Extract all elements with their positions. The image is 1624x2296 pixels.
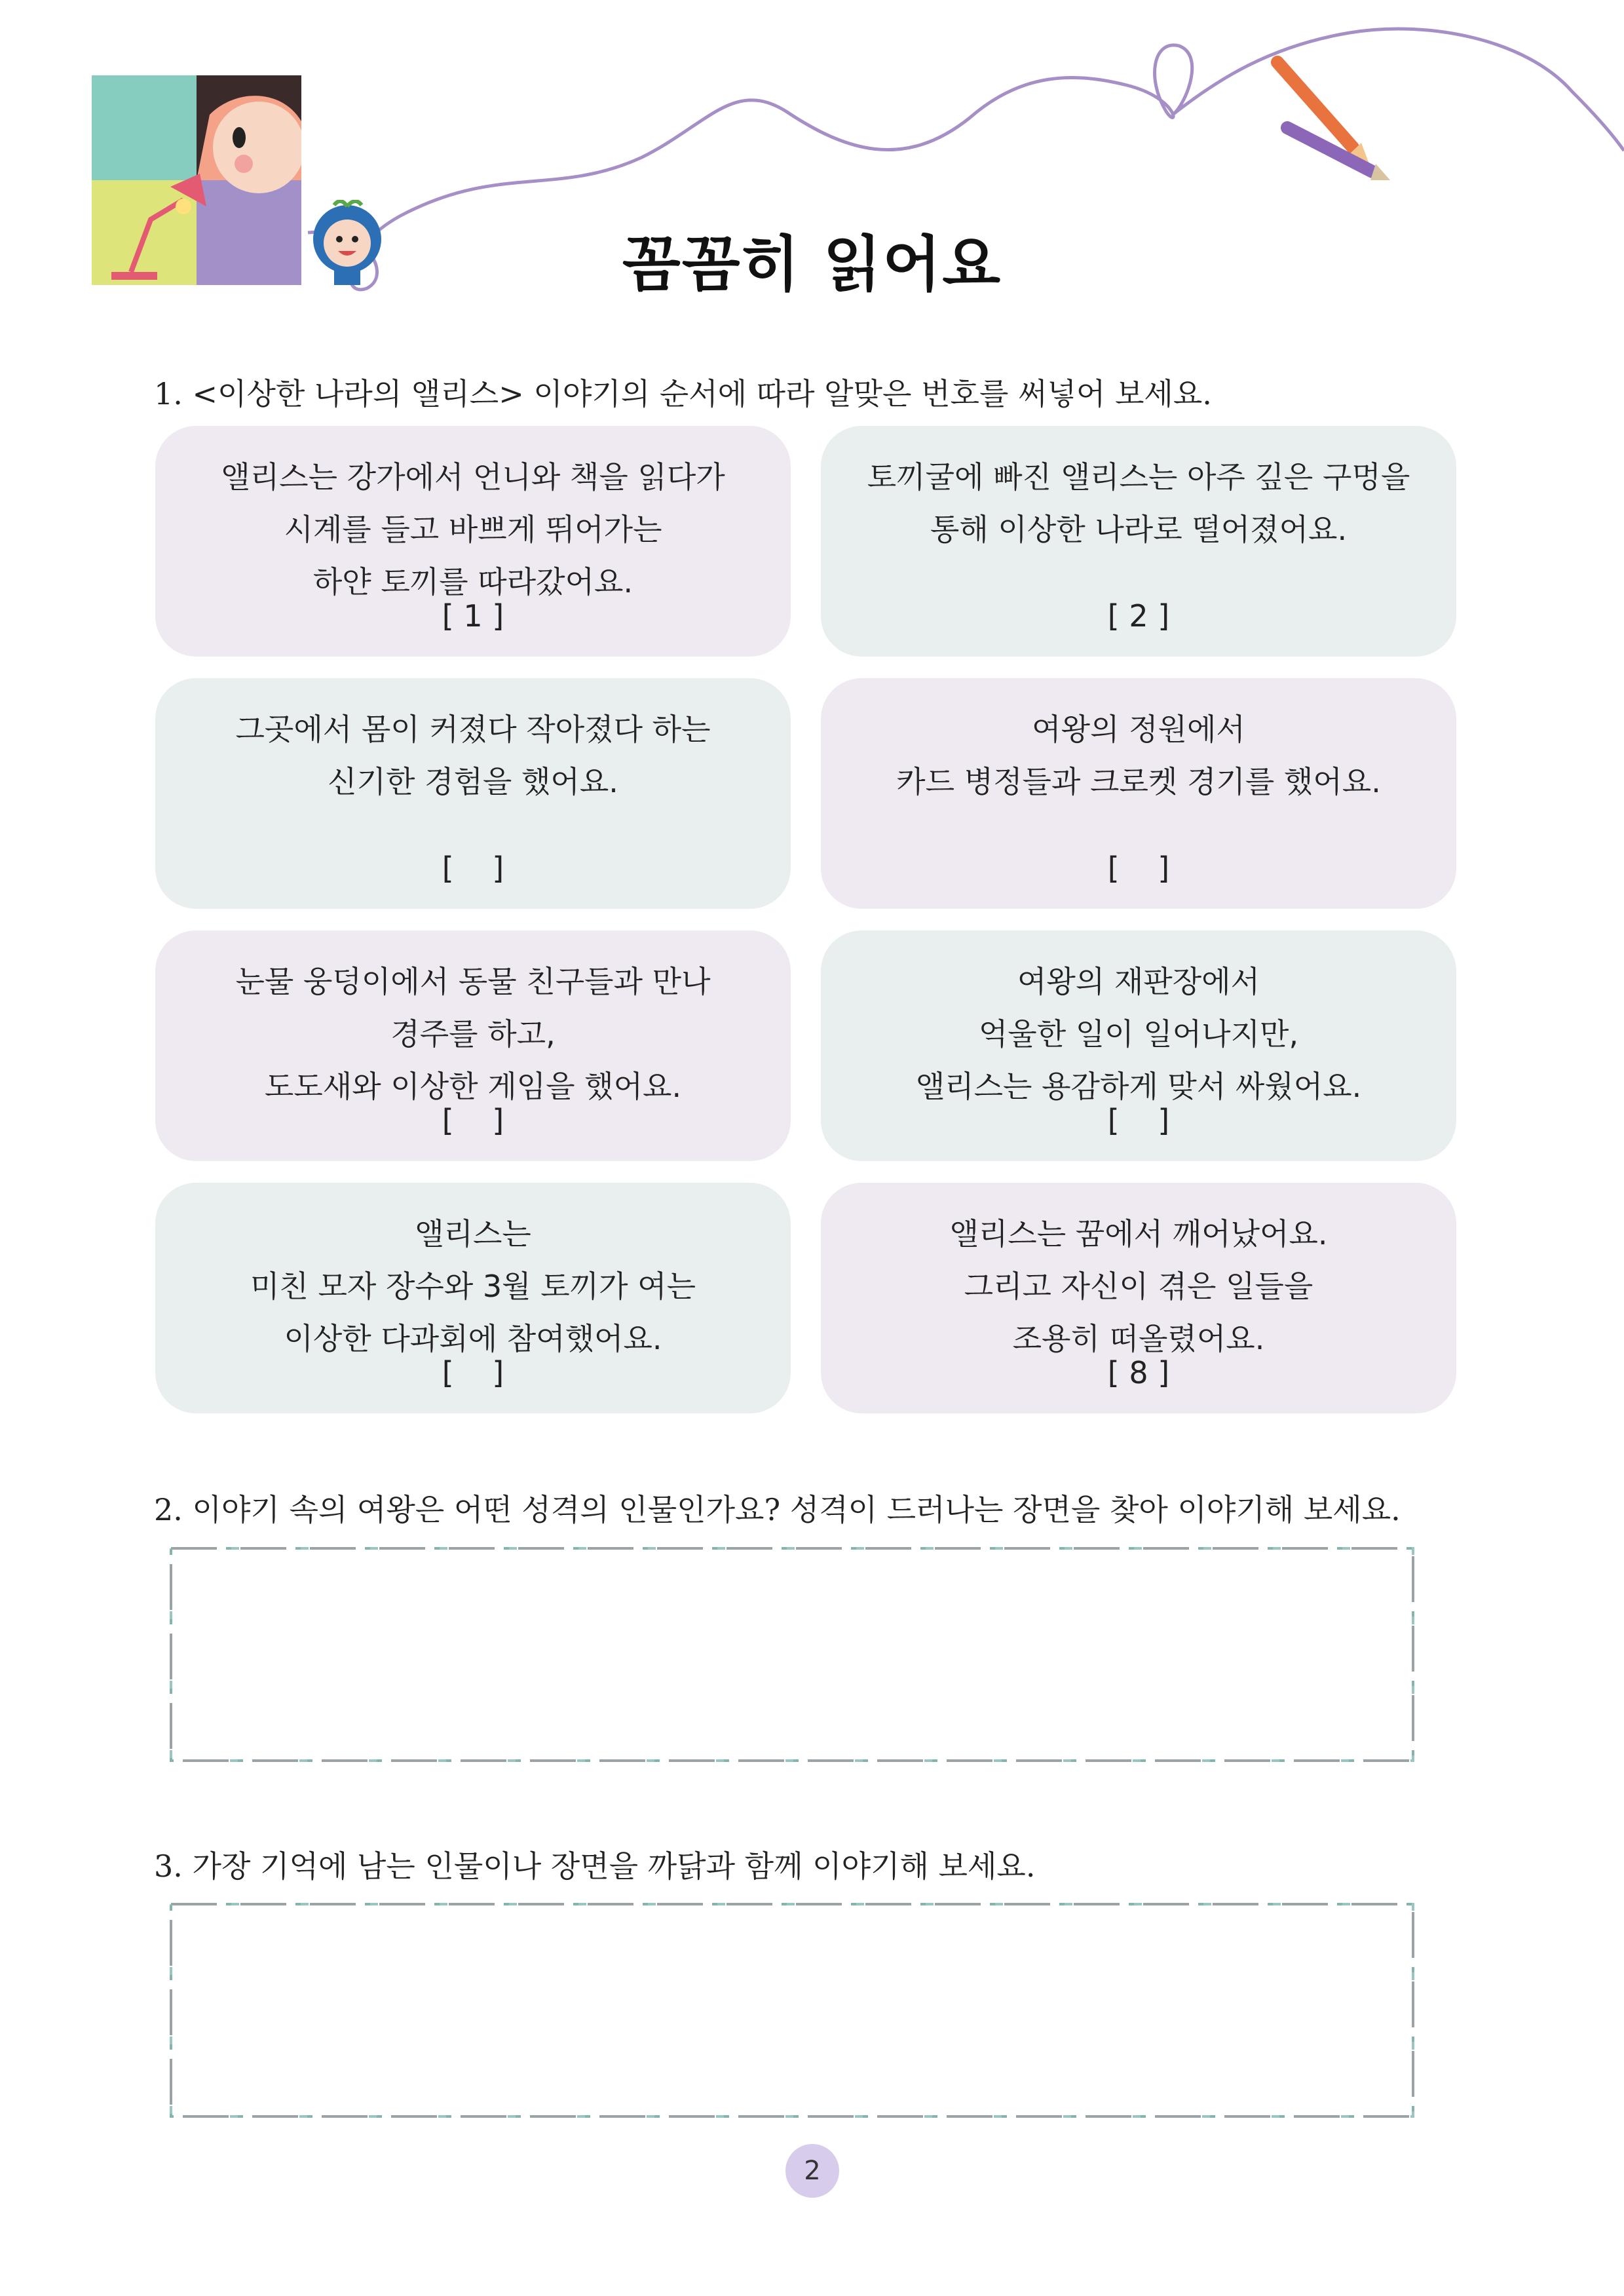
card-text-line: 신기한 경험을 했어요. [328,764,618,799]
page-title: 꼼꼼히 읽어요 [622,229,1002,299]
card-text-line: 여왕의 재판장에서 [1017,964,1260,999]
story-card-7 [155,1183,791,1413]
card-text-line: 하얀 토끼를 따라갔어요. [312,564,633,600]
story-card-2 [821,426,1456,657]
answer-box-3[interactable] [169,1902,1415,2118]
card-text-line: 앨리스는 용감하게 맞서 싸웠어요. [915,1069,1362,1104]
card-text-line: 도도새와 이상한 게임을 했어요. [264,1069,682,1104]
girl-face [213,102,301,193]
order-answer-slot[interactable]: [ ] [442,1355,504,1390]
order-answer-slot[interactable]: [ ] [1107,851,1170,886]
order-answer-slot[interactable]: [ 1 ] [442,598,504,634]
question-3: 3. 가장 기억에 남는 인물이나 장면을 까닭과 함께 이야기해 보세요. [154,1848,1036,1884]
card-text-line: 억울한 일이 일어나지만, [978,1016,1299,1052]
question-1: 1. <이상한 나라의 앨리스> 이야기의 순서에 따라 알맞은 번호를 써넣어 보세요. [154,376,1212,411]
card-text-line: 카드 병정들과 크로켓 경기를 했어요. [896,764,1381,799]
card-text-line: 눈물 웅덩이에서 동물 친구들과 만나 [235,964,711,999]
card-text-line: 통해 이상한 나라로 떨어졌어요. [930,512,1348,547]
story-card-3 [155,678,791,909]
card-text-line: 앨리스는 [415,1216,531,1252]
card-text-line: 이상한 다과회에 참여했어요. [284,1321,662,1356]
card-text-line: 앨리스는 꿈에서 깨어났어요. [949,1216,1328,1252]
card-text-line: 토끼굴에 빠진 앨리스는 아주 깊은 구멍을 [867,459,1410,495]
story-card-8 [821,1183,1456,1413]
question-2: 2. 이야기 속의 여왕은 어떤 성격의 인물인가요? 성격이 드러나는 장면을 찾아 이야기해 보세요. [154,1492,1401,1527]
card-text-line: 미친 모자 장수와 3월 토끼가 여는 [250,1269,696,1304]
story-card-6 [821,930,1456,1161]
card-text-line: 그리고 자신이 겪은 일들을 [964,1269,1313,1304]
answer-box-2[interactable] [169,1546,1415,1763]
story-card-1 [155,426,791,657]
card-text-line: 여왕의 정원에서 [1032,712,1245,747]
card-text-line: 조용히 떠올렸어요. [1012,1321,1265,1356]
order-answer-slot[interactable]: [ 2 ] [1107,598,1170,634]
page-number: 2 [785,2144,839,2198]
card-text-line: 앨리스는 강가에서 언니와 책을 읽다가 [221,459,725,495]
story-card-5 [155,930,791,1161]
order-answer-slot[interactable]: [ ] [1107,1103,1170,1138]
card-text-line: 그곳에서 몸이 커졌다 작아졌다 하는 [235,712,711,747]
card-text-line: 경주를 하고, [390,1016,556,1052]
order-answer-slot[interactable]: [ ] [442,1103,504,1138]
story-card-4 [821,678,1456,909]
order-answer-slot[interactable]: [ 8 ] [1107,1355,1170,1390]
order-answer-slot[interactable]: [ ] [442,851,504,886]
card-text-line: 시계를 들고 바쁘게 뛰어가는 [284,512,662,547]
